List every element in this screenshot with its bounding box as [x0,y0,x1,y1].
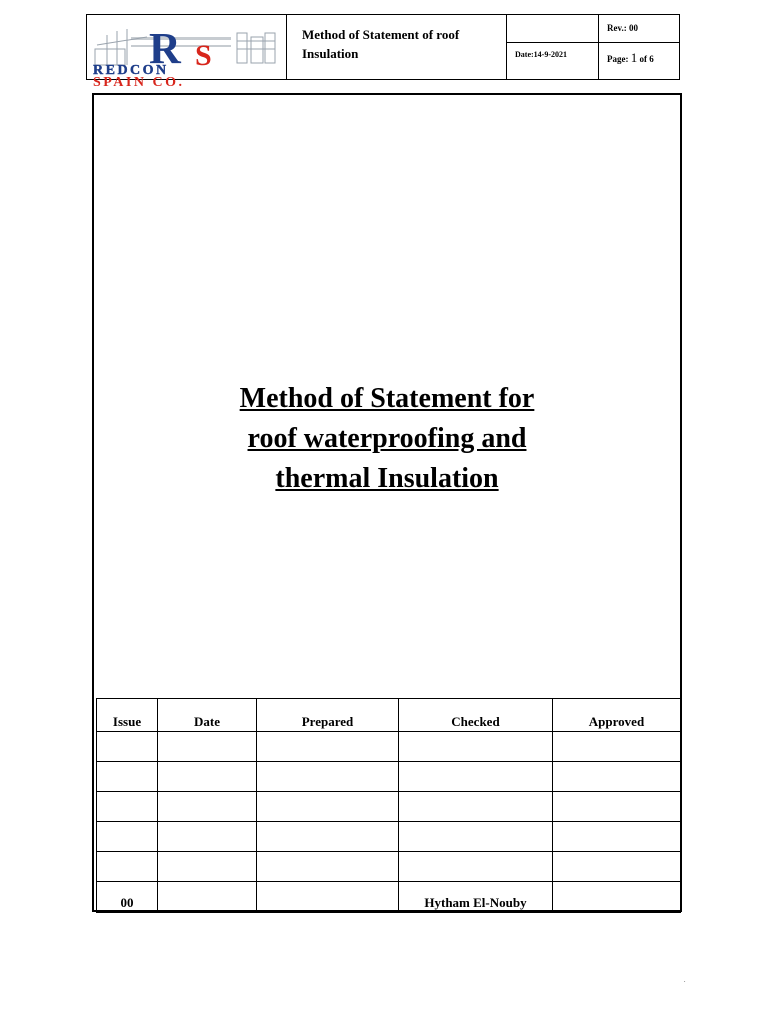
page-number: 1 [630,50,638,65]
revision-table [96,698,681,913]
column-header-checked: Checked [399,699,553,732]
svg-text:S: S [195,39,212,72]
revision-number: Rev.: 00 [607,23,638,33]
page-indicator: Page: 1 of 6 [607,50,654,65]
table-header-row [97,699,681,732]
column-header-approved: Approved [553,699,681,732]
document-header [86,14,680,90]
table-row [97,822,681,852]
header-rev-cell [599,15,679,79]
header-date: Date:14-9-2021 [515,50,567,59]
company-logo-cell [87,15,287,90]
checked-by: Hytham El-Nouby [399,882,553,913]
column-header-issue: Issue [97,699,158,732]
page-corner-mark: . [684,978,686,984]
header-blank-cell [507,15,598,43]
svg-text:REDCON: REDCON [93,63,169,78]
header-date-cell [507,15,599,79]
svg-text:R: R [149,24,181,73]
table-row [97,852,681,882]
table-row [97,732,681,762]
svg-text:SPAIN CO.: SPAIN CO. [93,75,185,90]
table-row [97,762,681,792]
issue-number: 00 [97,882,158,913]
table-row [97,882,681,913]
column-header-date: Date [158,699,257,732]
redcon-logo [87,15,287,90]
header-title: Method of Statement of roof Insulation [287,15,507,79]
document-title: Method of Statement for roof waterproofing and thermal Insulation [239,383,535,494]
column-header-prepared: Prepared [257,699,399,732]
table-row [97,792,681,822]
